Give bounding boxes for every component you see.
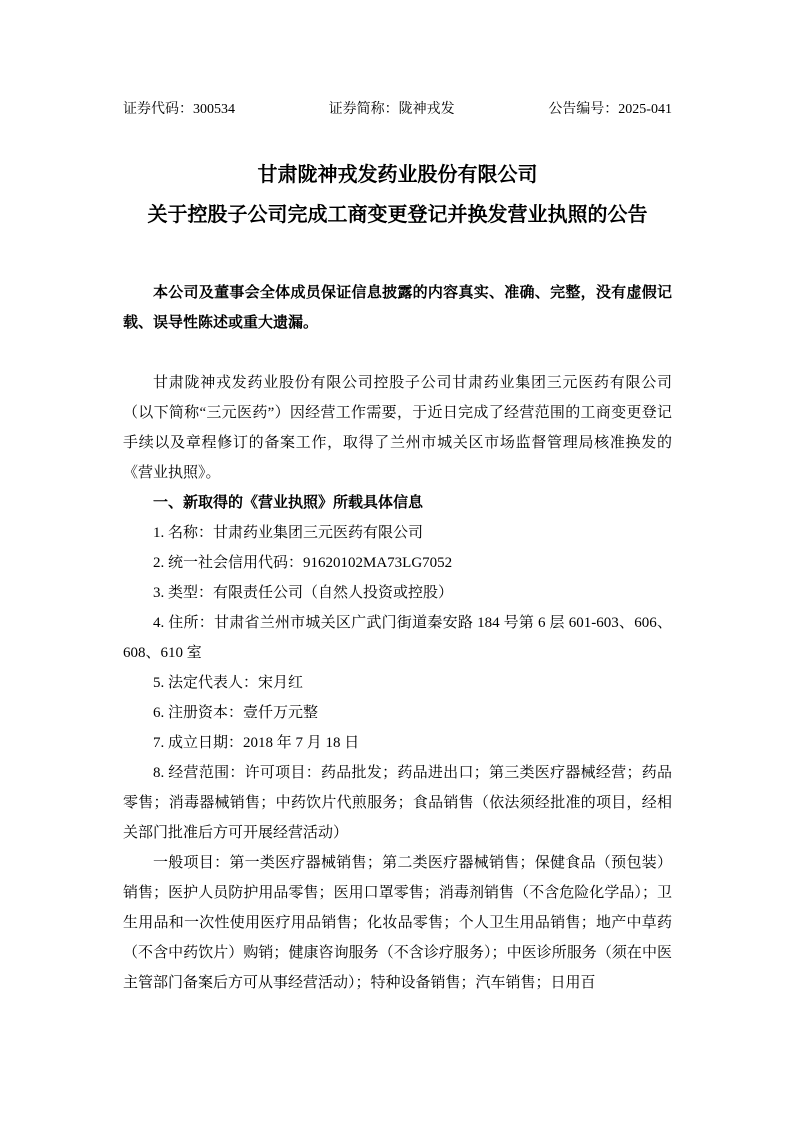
license-item-type: 3. 类型：有限责任公司（自然人投资或控股）: [153, 585, 454, 601]
announcement-title: 关于控股子公司完成工商变更登记并换发营业执照的公告: [147, 204, 648, 226]
intro-paragraph: 甘肃陇神戎发药业股份有限公司控股子公司甘肃药业集团三元医药有限公司（以下简称“三元医药”）因经营工作需要，于近日完成了经营范围的工商变更登记手续以及章程修订的备案工作，取得了兰州市城关区市场监督管理局核准换发的《营业执照》。: [123, 375, 672, 481]
license-item-address: 4. 住所：甘肃省兰州市城关区广武门街道秦安路 184 号第 6 层 601-603、606、608、610 室: [123, 615, 672, 661]
document-header: [123, 100, 672, 120]
company-name-title: 甘肃陇神戎发药业股份有限公司: [257, 164, 538, 186]
license-item-registered-capital: 6. 注册资本：壹仟万元整: [153, 705, 319, 721]
license-item-legal-representative: 5. 法定代表人：宋月红: [153, 675, 304, 691]
section-1-heading: 一、新取得的《营业执照》所载具体信息: [153, 495, 424, 511]
license-item-name: 1. 名称：甘肃药业集团三元医药有限公司: [153, 525, 424, 541]
license-item-business-scope: 8. 经营范围：许可项目：药品批发；药品进出口；第三类医疗器械经营；药品零售；消毒器械销售；中药饮片代煎服务；食品销售（依法须经批准的项目，经相关部门批准后方可开展经营活动）: [123, 765, 672, 841]
license-item-establishment-date: 7. 成立日期：2018 年 7 月 18 日: [153, 735, 360, 751]
announcement-number: 公告编号：2025-041: [548, 102, 672, 117]
stock-code: 证券代码：300534: [123, 102, 235, 117]
disclaimer-paragraph: 本公司及董事会全体成员保证信息披露的内容真实、准确、完整，没有虚假记载、误导性陈述或重大遗漏。: [123, 285, 672, 331]
general-items-paragraph: 一般项目：第一类医疗器械销售；第二类医疗器械销售；保健食品（预包装）销售；医护人员防护用品零售；医用口罩零售；消毒剂销售（不含危险化学品）；卫生用品和一次性使用医疗用品销售；化妆品零售；个人卫生用品销售；地产中草药（不含中药饮片）购销；健康咨询服务（不含诊疗服务）；中医诊所服务（须在中医主管部门备案后方可从事经营活动）；特种设备销售；汽车销售；日用百: [123, 855, 672, 991]
stock-abbreviation: 证券简称：陇神戎发: [328, 102, 455, 117]
license-item-credit-code: 2. 统一社会信用代码：91620102MA73LG7052: [153, 555, 453, 571]
